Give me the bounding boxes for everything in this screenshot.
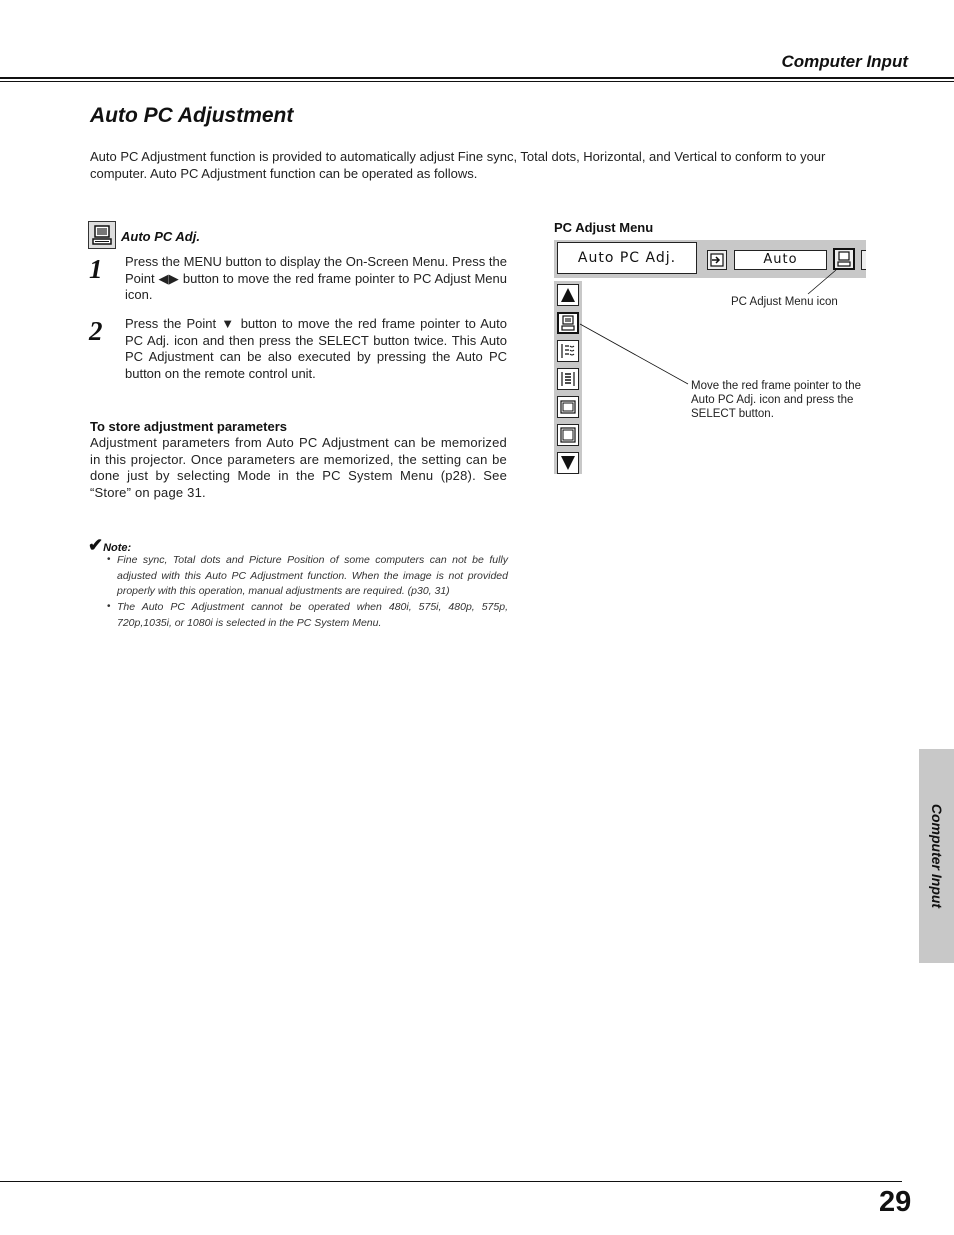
bullet-icon: • bbox=[107, 601, 111, 612]
side-tab-label: Computer Input bbox=[928, 803, 945, 909]
bullet-icon: • bbox=[107, 554, 111, 565]
step-text: Press the Point ▼ button to move the red frame pointer to Auto PC Adj. icon and then press the SELECT button twice. This Auto PC Adjustment can be also executed by pressing the Auto PC button on the remote control unit. bbox=[125, 316, 507, 381]
pc-adjust-menu-label: PC Adjust Menu bbox=[554, 220, 654, 235]
step-text: Press the MENU button to display the On-Screen Menu. Press the Point ◀▶ button to move the red frame pointer to PC Adjust Menu icon. bbox=[125, 254, 507, 302]
note-item: Fine sync, Total dots and Picture Position of some computers can not be fully adjusted with this Auto PC Adjustment function. When the image is not provided properly with this operation, manual adjustments are required. (p30, 31) bbox=[117, 554, 508, 597]
note-item: The Auto PC Adjustment cannot be operated when 480i, 575i, 480p, 575p, 720p,1035i, or 1080i is selected in the PC System Menu. bbox=[117, 601, 508, 629]
store-paragraph: Adjustment parameters from Auto PC Adjustment can be memorized in this projector. Once parameters are memorized, the setting can be done just by selecting Mode in the PC System Menu (p28). See “Store” on page 31. bbox=[90, 435, 507, 500]
page-number: 29 bbox=[879, 1186, 912, 1218]
store-heading: To store adjustment parameters bbox=[90, 419, 287, 434]
checkmark-icon: ✔ bbox=[88, 535, 104, 555]
side-tab bbox=[919, 749, 954, 963]
page-title: Auto PC Adjustment bbox=[90, 104, 294, 127]
callout-menu-icon: PC Adjust Menu icon bbox=[731, 296, 838, 308]
auto-value-field: Auto bbox=[734, 250, 827, 270]
subhead-auto-pc-adj: Auto PC Adj. bbox=[121, 229, 200, 244]
step-number: 1 bbox=[89, 254, 103, 284]
section-title: Computer Input bbox=[781, 52, 908, 71]
callout-pointer: Move the red frame pointer to the Auto PC Adj. icon and press the SELECT button. bbox=[691, 380, 862, 420]
menu-title: Auto PC Adj. bbox=[557, 242, 697, 274]
footer-rule bbox=[0, 1181, 902, 1182]
note-label: Note: bbox=[103, 542, 132, 554]
step-number: 2 bbox=[89, 316, 103, 346]
intro-paragraph: Auto PC Adjustment function is provided to automatically adjust Fine sync, Total dots, Horizontal, and Vertical to conform to your computer. Auto PC Adjustment function can be operated as follows. bbox=[90, 149, 826, 181]
